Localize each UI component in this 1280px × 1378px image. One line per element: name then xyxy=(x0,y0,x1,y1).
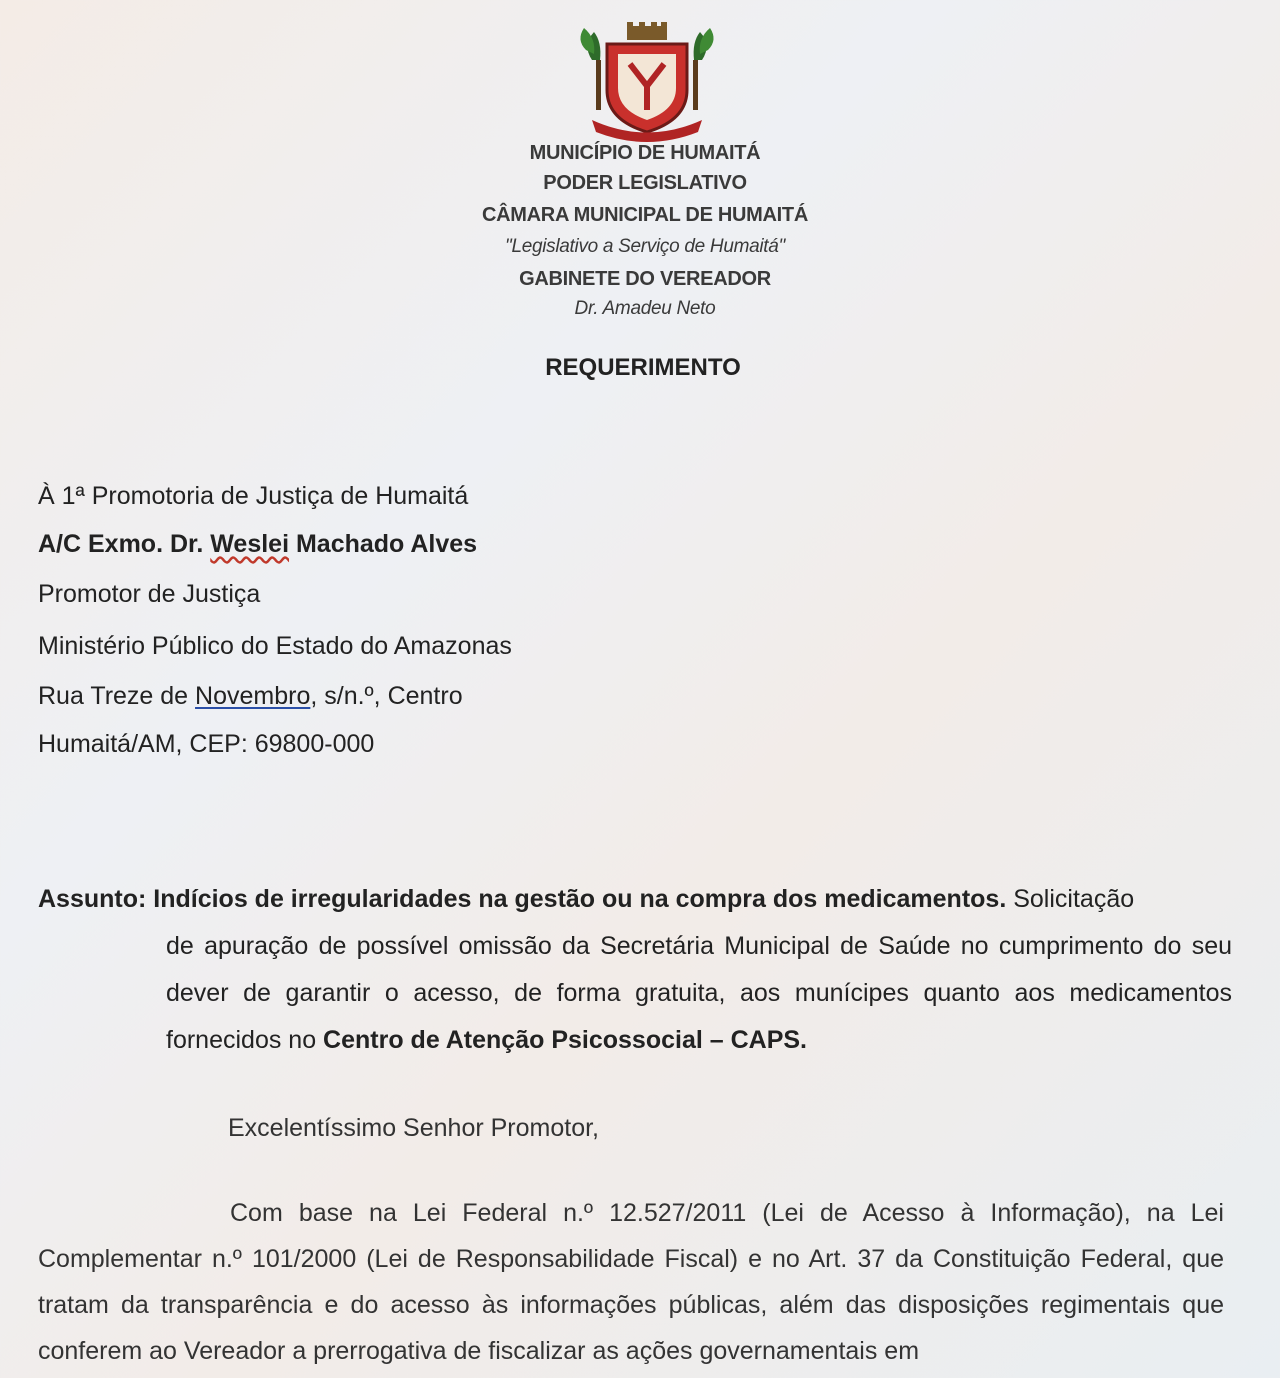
subject-bold-text: Indícios de irregularidades na gestão ou na compra dos medicamentos. xyxy=(146,885,1007,913)
body-paragraph: Com base na Lei Federal n.º 12.527/2011 (Lei de Acesso à Informação), na Lei Complementar n.º 101/2000 (Lei de Responsabilidade Fiscal) e no Art. 37 da Constituição Federal, que tratam da transparência e do acesso às informações públicas, além das disposições regimentais que conferem ao Vereador a prerrogativa de fiscalizar as ações governamentais em xyxy=(38,1199,1224,1365)
subject-paragraph xyxy=(38,876,1232,1064)
addressee-line-3: Promotor de Justiça xyxy=(38,580,261,608)
office-heading: GABINETE DO VEREADOR xyxy=(519,268,771,290)
motto: "Legislativo a Serviço de Humaitá" xyxy=(505,236,785,257)
addressee-line-4: Ministério Público do Estado do Amazonas xyxy=(38,632,512,660)
addressee-line-5: Rua Treze de Novembro, s/n.º, Centro xyxy=(38,682,463,710)
misspelled-name: Weslei xyxy=(210,530,290,558)
greeting: Excelentíssimo Senhor Promotor, xyxy=(228,1114,599,1142)
subject-label: Assunto: xyxy=(38,885,147,913)
chamber-heading: CÂMARA MUNICIPAL DE HUMAITÁ xyxy=(482,204,808,226)
addressee-line-6: Humaitá/AM, CEP: 69800-000 xyxy=(38,730,375,758)
subject-tail: Solicitação xyxy=(1006,885,1135,913)
branch-heading: PODER LEGISLATIVO xyxy=(543,172,747,194)
councilor-name: Dr. Amadeu Neto xyxy=(574,298,716,319)
document-title: REQUERIMENTO xyxy=(545,354,741,381)
municipality-heading: MUNICÍPIO DE HUMAITÁ xyxy=(529,142,761,164)
subject-continuation: de apuração de possível omissão da Secretária Municipal de Saúde no cumprimento do seu dever de garantir o acesso, de forma gratuita, aos munícipes quanto aos medicamentos fornecidos no Centro de Atenção Psicossocial – CAPS. xyxy=(166,932,1232,1054)
underlined-month: Novembro xyxy=(195,682,311,710)
addressee-line-2: A/C Exmo. Dr. Weslei Machado Alves xyxy=(38,530,478,558)
addressee-line-1: À 1ª Promotoria de Justiça de Humaitá xyxy=(38,482,469,510)
municipal-coat-of-arms-icon xyxy=(572,20,722,142)
